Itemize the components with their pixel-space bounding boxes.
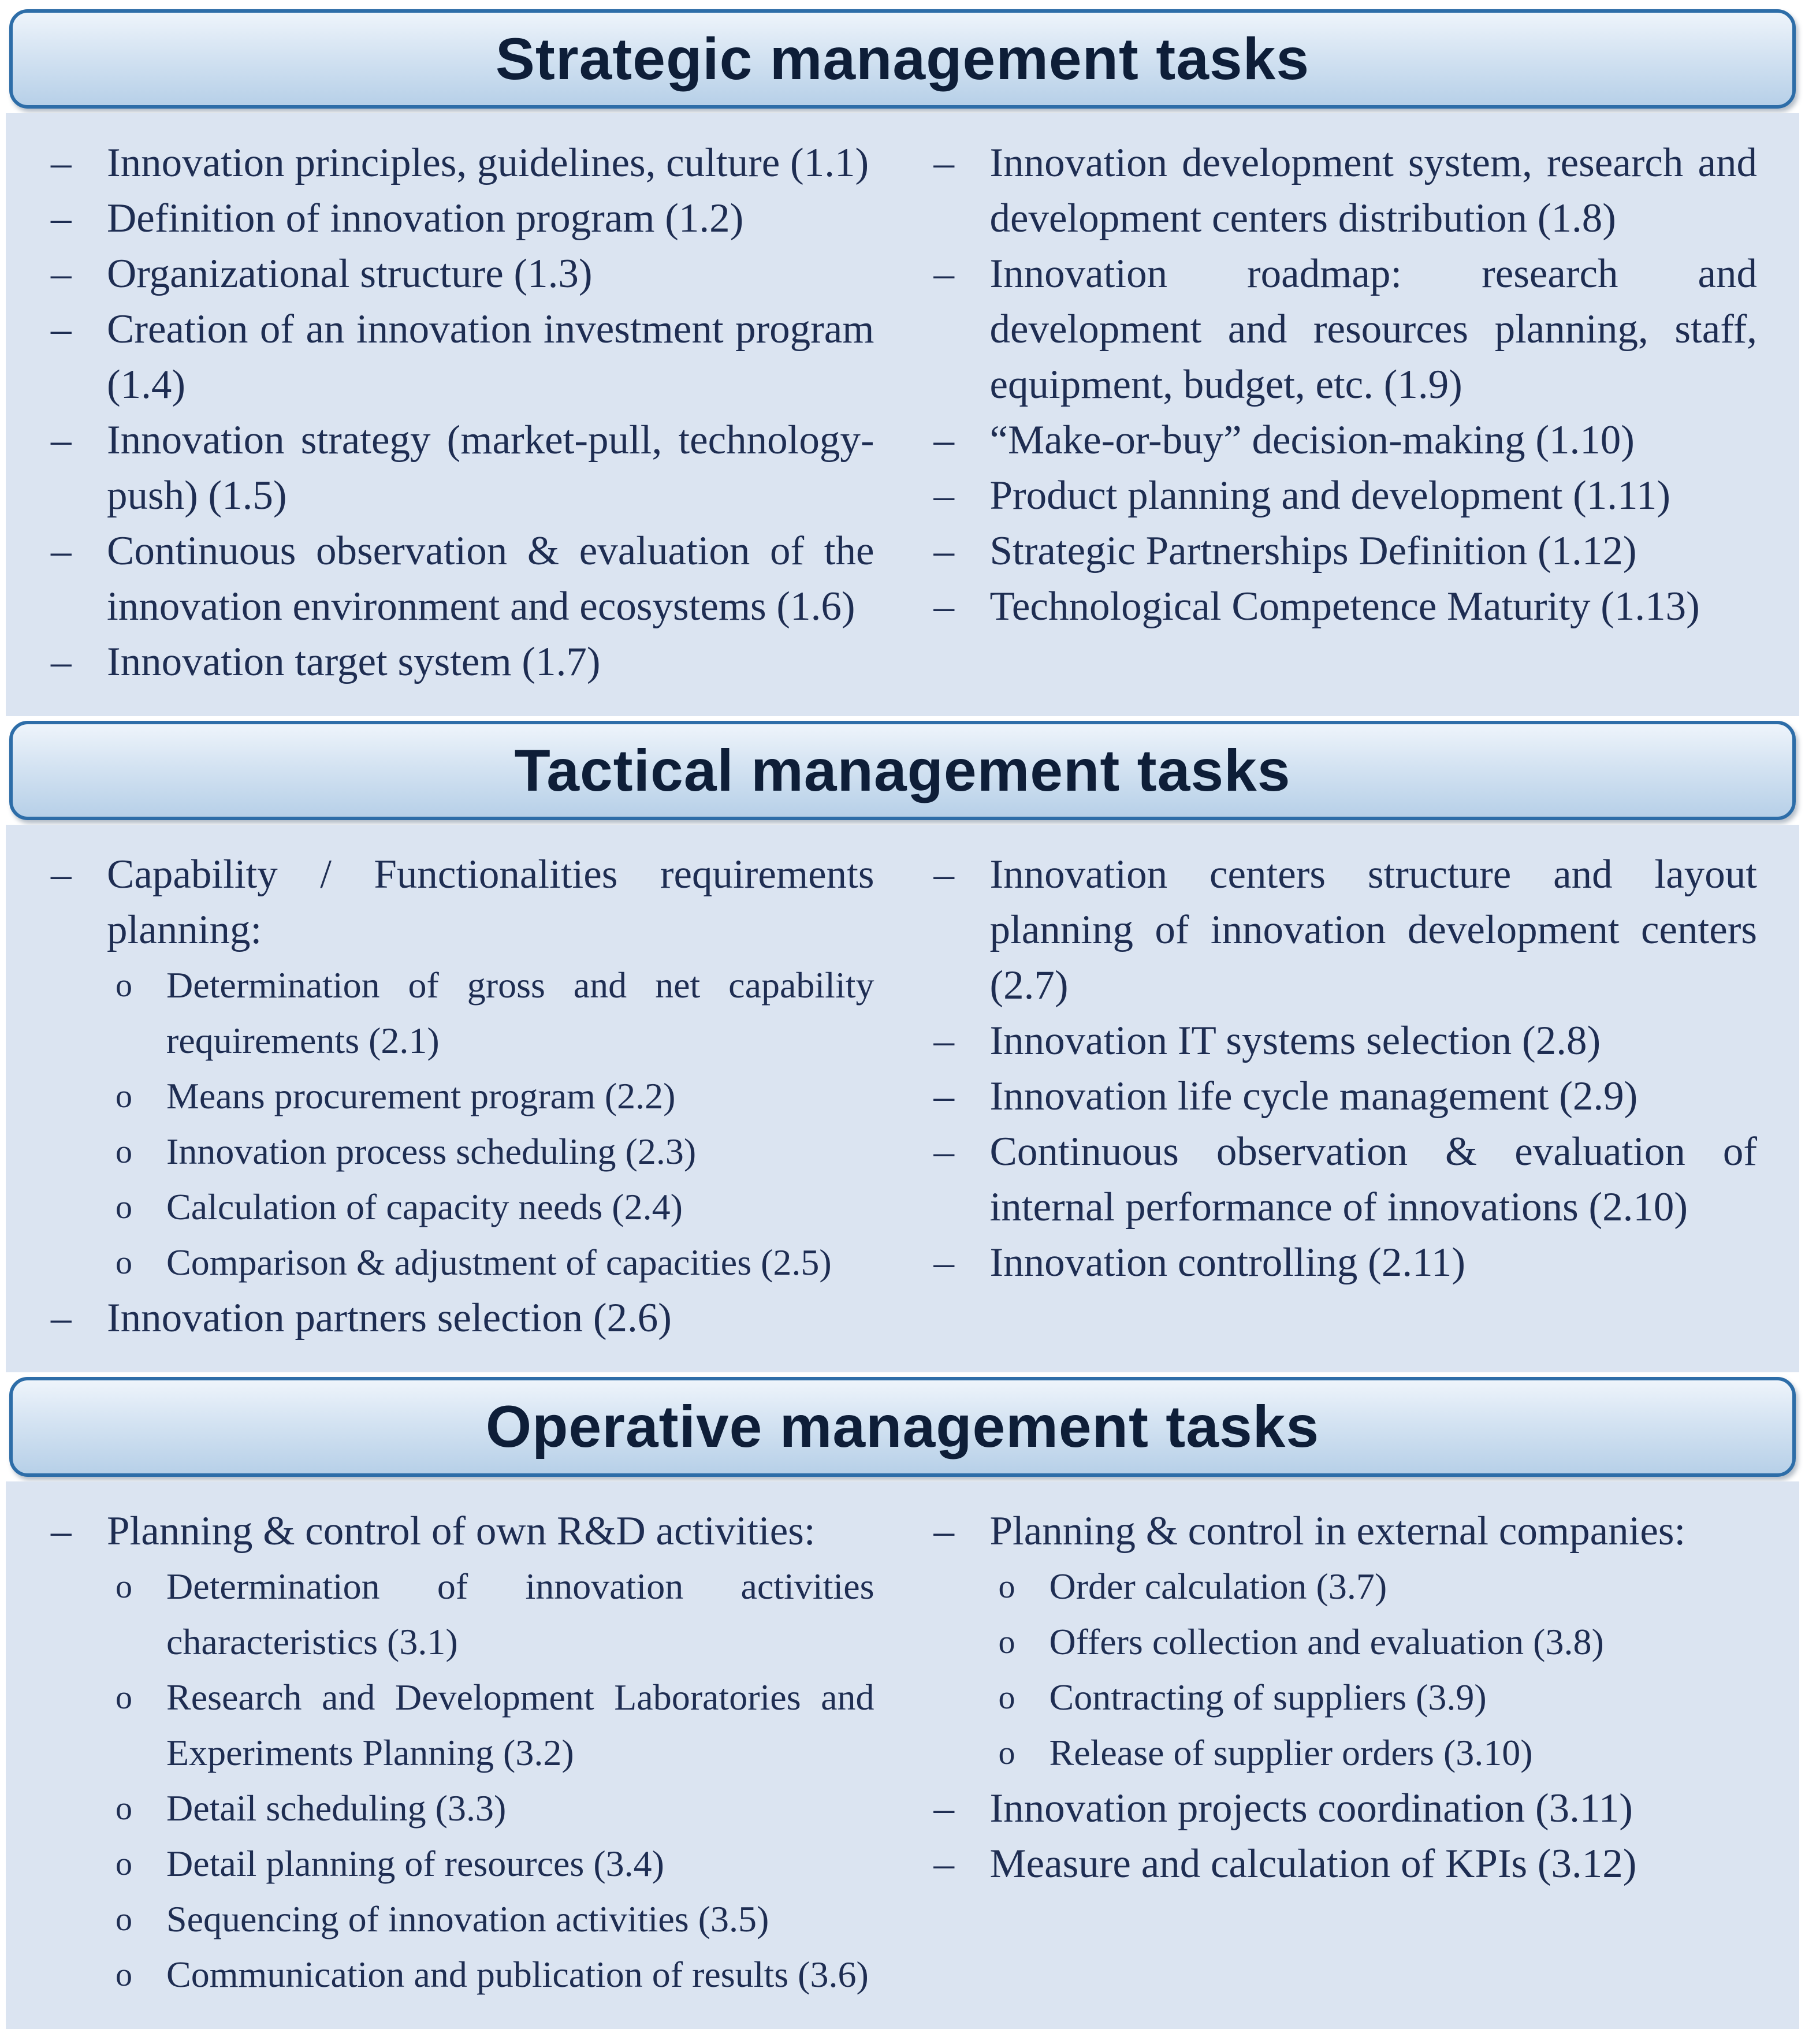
circle-bullet: o — [116, 1077, 132, 1115]
section-header-tactical — [9, 721, 1796, 820]
task-text: Communication and publication of results (3.6) — [166, 1953, 869, 1995]
operative-right-column — [934, 1503, 1768, 2002]
task-item — [934, 1725, 1768, 1781]
task-text: Innovation roadmap: research and development and resources planning, staff, equipment, budget, etc. (1.9) — [989, 251, 1757, 408]
task-text: Innovation strategy (market-pull, technology-push) (1.5) — [107, 418, 874, 519]
task-text: Means procurement program (2.2) — [166, 1075, 676, 1117]
circle-bullet: o — [116, 1955, 132, 1993]
section-operative — [0, 1377, 1805, 2028]
task-item — [934, 1781, 1768, 1836]
task-text: Innovation centers structure and layout planning of innovation development centers (2.7) — [989, 852, 1757, 1008]
task-text: Detail planning of resources (3.4) — [166, 1842, 664, 1884]
task-item — [934, 579, 1768, 634]
section-panel-strategic — [6, 113, 1799, 716]
task-item — [51, 523, 885, 634]
task-text: Continuous observation & evaluation of the innovation environment and ecosystems (1.6) — [107, 528, 874, 630]
task-item — [934, 523, 1768, 579]
task-text: Organizational structure (1.3) — [107, 251, 593, 297]
dash-bullet: – — [933, 584, 954, 630]
task-item — [934, 246, 1768, 412]
section-panel-operative — [6, 1481, 1799, 2029]
circle-bullet: o — [116, 1678, 132, 1716]
dash-bullet: – — [51, 140, 72, 186]
dash-bullet: – — [933, 1240, 954, 1286]
dash-bullet: – — [51, 528, 72, 574]
task-item — [934, 1124, 1768, 1235]
strategic-right-column — [934, 135, 1768, 690]
dash-bullet: – — [51, 1295, 72, 1341]
circle-bullet: o — [116, 1789, 132, 1827]
task-text: Strategic Partnerships Definition (1.12) — [989, 528, 1637, 574]
circle-bullet: o — [116, 1844, 132, 1882]
task-item — [51, 191, 885, 246]
task-item — [51, 1670, 885, 1781]
task-text: Continuous observation & evaluation of internal performance of innovations (2.10) — [989, 1129, 1757, 1230]
section-header-operative — [9, 1377, 1796, 1476]
dash-bullet: – — [933, 418, 954, 463]
task-text: Offers collection and evaluation (3.8) — [1049, 1621, 1604, 1662]
task-text: Contracting of suppliers (3.9) — [1049, 1676, 1487, 1718]
task-item — [934, 1836, 1768, 1892]
dash-bullet: – — [51, 196, 72, 241]
dash-bullet: – — [51, 251, 72, 297]
task-text: “Make-or-buy” decision-making (1.10) — [989, 418, 1635, 463]
circle-bullet: o — [998, 1678, 1015, 1716]
section-panel-tactical — [6, 825, 1799, 1372]
section-strategic — [0, 9, 1805, 716]
circle-bullet: o — [116, 1133, 132, 1171]
circle-bullet: o — [116, 1567, 132, 1605]
task-text: Technological Competence Maturity (1.13) — [989, 584, 1700, 630]
section-tactical — [0, 721, 1805, 1372]
task-item — [934, 1068, 1768, 1124]
circle-bullet: o — [998, 1622, 1015, 1660]
circle-bullet: o — [998, 1733, 1015, 1771]
task-text: Detail scheduling (3.3) — [166, 1787, 507, 1829]
task-item — [934, 1559, 1768, 1614]
task-text: Innovation principles, guidelines, culture (1.1) — [107, 140, 869, 186]
circle-bullet: o — [116, 1900, 132, 1938]
task-text: Definition of innovation program (1.2) — [107, 196, 744, 241]
task-text: Planning & control in external companies: — [989, 1508, 1686, 1554]
task-item — [51, 1235, 885, 1290]
circle-bullet: o — [116, 1243, 132, 1282]
circle-bullet: o — [116, 966, 132, 1004]
tactical-right-column — [934, 847, 1768, 1346]
task-text: Innovation development system, research and development centers distribution (1.8) — [989, 140, 1757, 241]
dash-bullet: – — [933, 852, 954, 898]
task-text: Release of supplier orders (3.10) — [1049, 1732, 1533, 1773]
task-text: Innovation controlling (2.11) — [989, 1240, 1466, 1286]
task-text: Innovation projects coordination (3.11) — [989, 1785, 1633, 1831]
task-item — [51, 1836, 885, 1892]
dash-bullet: – — [933, 251, 954, 297]
task-item — [934, 1013, 1768, 1068]
task-text: Determination of gross and net capability requirements (2.1) — [166, 965, 874, 1062]
strategic-left-column — [51, 135, 885, 690]
dash-bullet: – — [933, 140, 954, 186]
task-text: Innovation IT systems selection (2.8) — [989, 1018, 1601, 1064]
task-item — [51, 301, 885, 412]
dash-bullet: – — [933, 1074, 954, 1119]
task-item — [51, 1124, 885, 1179]
tactical-left-column — [51, 847, 885, 1346]
dash-bullet: – — [51, 852, 72, 898]
task-item — [51, 847, 885, 958]
section-header-strategic — [9, 9, 1796, 109]
task-text: Creation of an innovation investment program (1.4) — [107, 307, 874, 408]
dash-bullet: – — [51, 1508, 72, 1554]
task-item — [51, 1068, 885, 1124]
task-item — [51, 1781, 885, 1836]
dash-bullet: – — [933, 1129, 954, 1175]
task-text: Innovation process scheduling (2.3) — [166, 1131, 697, 1172]
task-text: Determination of innovation activities characteristics (3.1) — [166, 1565, 874, 1662]
task-text: Order calculation (3.7) — [1049, 1565, 1387, 1607]
task-text: Sequencing of innovation activities (3.5) — [166, 1898, 769, 1939]
task-item — [51, 634, 885, 690]
operative-left-column — [51, 1503, 885, 2002]
task-text: Innovation target system (1.7) — [107, 639, 601, 685]
task-item — [51, 1559, 885, 1670]
task-item — [51, 246, 885, 301]
task-text: Research and Development Laboratories and Experiments Planning (3.2) — [166, 1676, 874, 1773]
task-item — [51, 412, 885, 523]
task-item — [934, 412, 1768, 468]
task-item — [934, 1670, 1768, 1725]
task-item — [51, 1290, 885, 1346]
task-item — [934, 847, 1768, 1013]
dash-bullet: – — [933, 1841, 954, 1886]
task-text: Comparison & adjustment of capacities (2.5) — [166, 1242, 832, 1283]
task-text: Capability / Functionalities requirements planning: — [107, 852, 874, 953]
dash-bullet: – — [51, 418, 72, 463]
task-item — [934, 468, 1768, 523]
section-title-strategic: Strategic management tasks — [495, 26, 1310, 92]
circle-bullet: o — [998, 1567, 1015, 1605]
circle-bullet: o — [116, 1188, 132, 1226]
task-text: Measure and calculation of KPIs (3.12) — [989, 1841, 1637, 1886]
dash-bullet: – — [933, 1018, 954, 1064]
dash-bullet: – — [933, 1508, 954, 1554]
dash-bullet: – — [933, 1785, 954, 1831]
task-item — [51, 135, 885, 191]
dash-bullet: – — [51, 307, 72, 352]
dash-bullet: – — [933, 473, 954, 519]
task-item — [934, 1614, 1768, 1670]
task-text: Product planning and development (1.11) — [989, 473, 1670, 519]
task-item — [51, 1947, 885, 2002]
section-title-operative: Operative management tasks — [485, 1394, 1320, 1460]
dash-bullet: – — [51, 639, 72, 685]
task-item — [51, 1179, 885, 1235]
task-item — [934, 1235, 1768, 1290]
task-item — [51, 958, 885, 1068]
task-item — [51, 1503, 885, 1559]
task-text: Innovation partners selection (2.6) — [107, 1295, 672, 1341]
task-item — [934, 135, 1768, 246]
task-text: Planning & control of own R&D activities: — [107, 1508, 816, 1554]
dash-bullet: – — [933, 528, 954, 574]
task-item — [934, 1503, 1768, 1559]
task-item — [51, 1892, 885, 1947]
section-title-tactical: Tactical management tasks — [514, 738, 1291, 804]
task-text: Calculation of capacity needs (2.4) — [166, 1186, 683, 1228]
task-text: Innovation life cycle management (2.9) — [989, 1074, 1638, 1119]
